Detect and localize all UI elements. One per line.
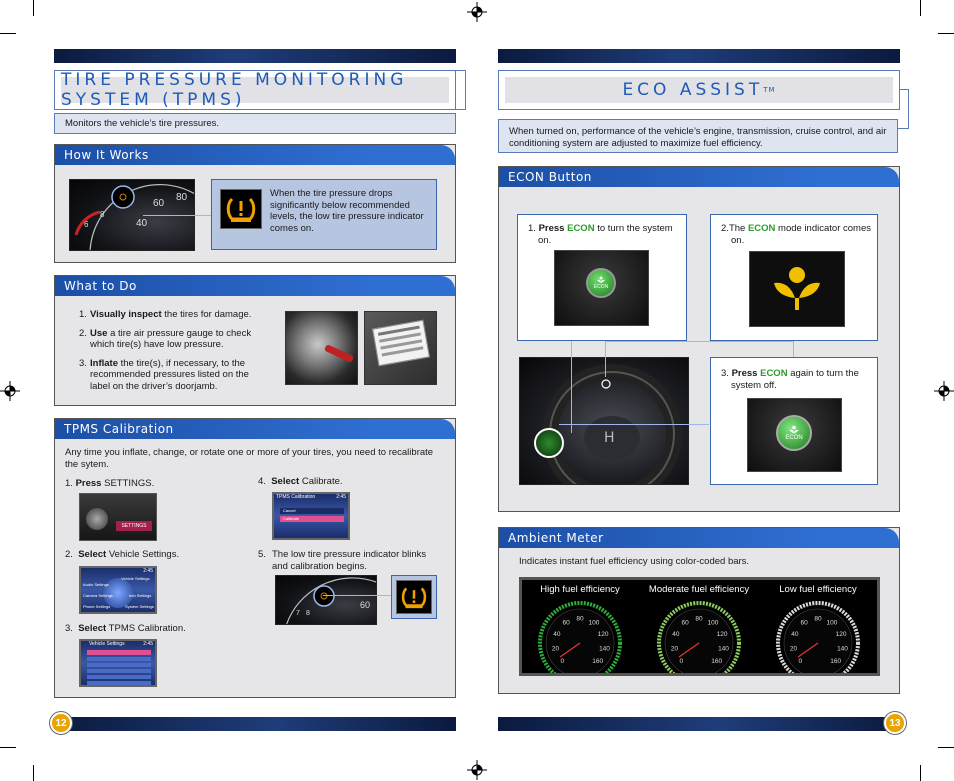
- instrument-cluster-image: 60 7 8: [275, 575, 377, 625]
- crop-mark: [33, 765, 34, 781]
- header-bar: [54, 49, 456, 63]
- gauge-tick-label: 160: [830, 658, 842, 666]
- gauge-tick-label: 60: [562, 619, 570, 627]
- callout-box: [391, 575, 437, 619]
- header-bar: [498, 49, 900, 63]
- registration-mark-icon: [0, 381, 20, 401]
- list-item: 5. The low tire pressure indicator blinks and calibration begins.: [258, 549, 427, 572]
- steering-wheel-icon: [520, 358, 689, 485]
- crop-mark: [0, 33, 16, 34]
- gauge-tick-label: 100: [707, 619, 719, 627]
- gauge-tick-label: 120: [716, 630, 728, 638]
- gauge-tick-label: 20: [551, 645, 560, 653]
- gauge-tick-label: 20: [670, 645, 679, 653]
- gauge-tick-label: 120: [835, 630, 847, 638]
- step-text: 1. Press ECON to turn the system on.: [528, 223, 673, 246]
- ambient-meter-intro: Indicates instant fuel efficiency using color-coded bars.: [519, 556, 750, 567]
- title-box: [54, 70, 456, 110]
- doorjamb-label-image: [364, 311, 437, 385]
- crop-mark: [938, 747, 954, 748]
- intro-text: When turned on, performance of the vehicle’s engine, transmission, cruise control, and air conditioning system are adjusted to maximize fuel efficiency.: [498, 119, 898, 153]
- what-to-do-panel: [54, 275, 456, 406]
- page-number: 12: [50, 712, 72, 734]
- econ-button-highlight: [534, 428, 564, 458]
- speedometer-icon: [760, 599, 876, 673]
- tpms-indicator-image: [220, 189, 262, 229]
- registration-mark-icon: [934, 381, 954, 401]
- gauge-tick-label: 140: [599, 645, 610, 653]
- low-tire-pressure-icon: [401, 585, 427, 609]
- econ-leaf-icon: [596, 276, 606, 284]
- gauge-tick-label: 40: [672, 630, 680, 638]
- gauge-tick-label: 40: [553, 630, 561, 638]
- settings-label: SETTINGS: [116, 521, 152, 531]
- list-item: 1. Press SETTINGS.: [65, 478, 155, 489]
- gauge-tick-label: 140: [718, 645, 729, 653]
- list-item: 2. Select Vehicle Settings.: [65, 549, 180, 560]
- page-number: 13: [884, 712, 906, 734]
- gauge-number: 60: [153, 198, 165, 209]
- econ-leaf-icon: [788, 425, 800, 435]
- crop-mark: [0, 747, 16, 748]
- list-item: 3. Inflate the tire(s), if necessary, to the recommended pressures listed on the label on the driver’s doorjamb.: [79, 357, 249, 392]
- vehicle-settings-screen: Vehicle Settings 2:45: [79, 639, 157, 687]
- step-text: 2.The ECON mode indicator comes on.: [721, 223, 871, 246]
- settings-button-image: [79, 493, 157, 541]
- gauge-tick-label: 0: [679, 658, 684, 666]
- calibration-intro: Any time you inflate, change, or rotate one or more of your tires, you need to recalibrate the sytem.: [65, 447, 434, 470]
- gauge-tick-label: 100: [588, 619, 600, 627]
- steering-wheel-image: [519, 357, 689, 485]
- econ-indicator-image: [749, 251, 845, 327]
- ambient-gauge: [641, 580, 757, 673]
- speedometer-icon: [641, 599, 757, 673]
- gauge-tick-label: 0: [798, 658, 803, 666]
- connector-line: [605, 341, 793, 342]
- footer-bar: [54, 717, 456, 731]
- ambient-gauge: [522, 580, 638, 673]
- econ-button-image: ECON: [747, 398, 842, 472]
- gauge-tick-label: 160: [592, 658, 604, 666]
- section-tab: TPMS Calibration: [55, 419, 455, 439]
- econ-mode-indicator-icon: [771, 266, 823, 312]
- ambient-meter-strip: [519, 577, 880, 676]
- registration-mark-icon: [467, 2, 487, 22]
- gauge-tick-label: 100: [826, 619, 838, 627]
- connector-line: [571, 341, 572, 433]
- gauge-number: 8: [100, 210, 105, 219]
- tpms-indicator-image: [396, 580, 432, 614]
- tpms-calibration-screen: TPMS Calibration 2:45 Cancel Calibrate: [272, 492, 350, 540]
- gauge-tick-label: 40: [791, 630, 799, 638]
- gauge-tick-label: 80: [695, 615, 703, 623]
- gauge-tick-label: 20: [789, 645, 798, 653]
- crop-mark: [33, 0, 34, 16]
- connector-line: [793, 341, 794, 357]
- step-text: 3. Press ECON again to turn the system off.: [721, 368, 859, 391]
- crop-mark: [938, 33, 954, 34]
- gauge-tick-label: 60: [681, 619, 689, 627]
- step-card: [710, 357, 878, 485]
- gauge-label: High fuel efficiency: [540, 584, 620, 595]
- list-item: 4. Select Calibrate.: [258, 476, 343, 487]
- callout-box: [211, 179, 437, 250]
- speedometer-icon: [522, 599, 638, 673]
- crop-mark: [920, 765, 921, 781]
- callout-text: When the tire pressure drops significantly below recommended levels, the low tire pressure indicator comes on.: [270, 188, 424, 234]
- gauge-tick-label: 80: [576, 615, 584, 623]
- footer-bar: [498, 717, 900, 731]
- gauge-number: 40: [136, 218, 148, 229]
- step-card: [710, 214, 878, 341]
- how-it-works-panel: [54, 144, 456, 263]
- gauge-number: 6: [84, 220, 89, 229]
- gauge-tick-label: 120: [597, 630, 609, 638]
- gauge-number: 80: [176, 192, 188, 203]
- title-box: [498, 70, 900, 110]
- section-tab: How It Works: [55, 145, 455, 165]
- tpms-calibration-panel: [54, 418, 456, 698]
- step-list: [79, 309, 269, 392]
- callout-line: [143, 215, 211, 216]
- econ-button-image: ECON: [554, 250, 649, 326]
- intro-text: Monitors the vehicle’s tire pressures.: [54, 113, 456, 134]
- ambient-meter-panel: [498, 527, 900, 694]
- section-tab: Ambient Meter: [499, 528, 899, 548]
- page-title: ECO ASSIST TM: [505, 77, 893, 103]
- gauge-tick-label: 80: [814, 615, 822, 623]
- gauge-tick-label: 160: [711, 658, 723, 666]
- gauge-label: Moderate fuel efficiency: [648, 584, 750, 595]
- section-tab: ECON Button: [499, 167, 899, 187]
- gauge-label: Low fuel efficiency: [779, 584, 857, 595]
- svg-text:H: H: [604, 430, 615, 446]
- section-tab: What to Do: [55, 276, 455, 296]
- tire-inflation-image: [285, 311, 358, 385]
- econ-button-panel: [498, 166, 900, 512]
- ambient-gauge: [760, 580, 876, 673]
- connector-line: [559, 424, 709, 425]
- connector-line: [605, 341, 606, 377]
- list-item: 1. Visually inspect the tires for damage.: [79, 309, 252, 320]
- crop-mark: [920, 0, 921, 16]
- list-item: 3. Select TPMS Calibration.: [65, 623, 186, 634]
- step-card: [517, 214, 687, 341]
- registration-mark-icon: [467, 760, 487, 780]
- list-item: 2. Use a tire air pressure gauge to check which tire(s) have low pressure.: [79, 327, 252, 350]
- low-tire-pressure-icon: [226, 195, 256, 223]
- callout-line: [323, 595, 391, 596]
- gauge-tick-label: 0: [560, 658, 565, 666]
- settings-menu-screen: 2:45 Audio Settings Vehicle Settings Camera Settings Info Settings Phone Settings System Settings: [79, 566, 157, 614]
- gauge-tick-label: 140: [837, 645, 848, 653]
- gauge-tick-label: 60: [800, 619, 808, 627]
- page-title: TIRE PRESSURE MONITORING SYSTEM (TPMS): [61, 77, 449, 103]
